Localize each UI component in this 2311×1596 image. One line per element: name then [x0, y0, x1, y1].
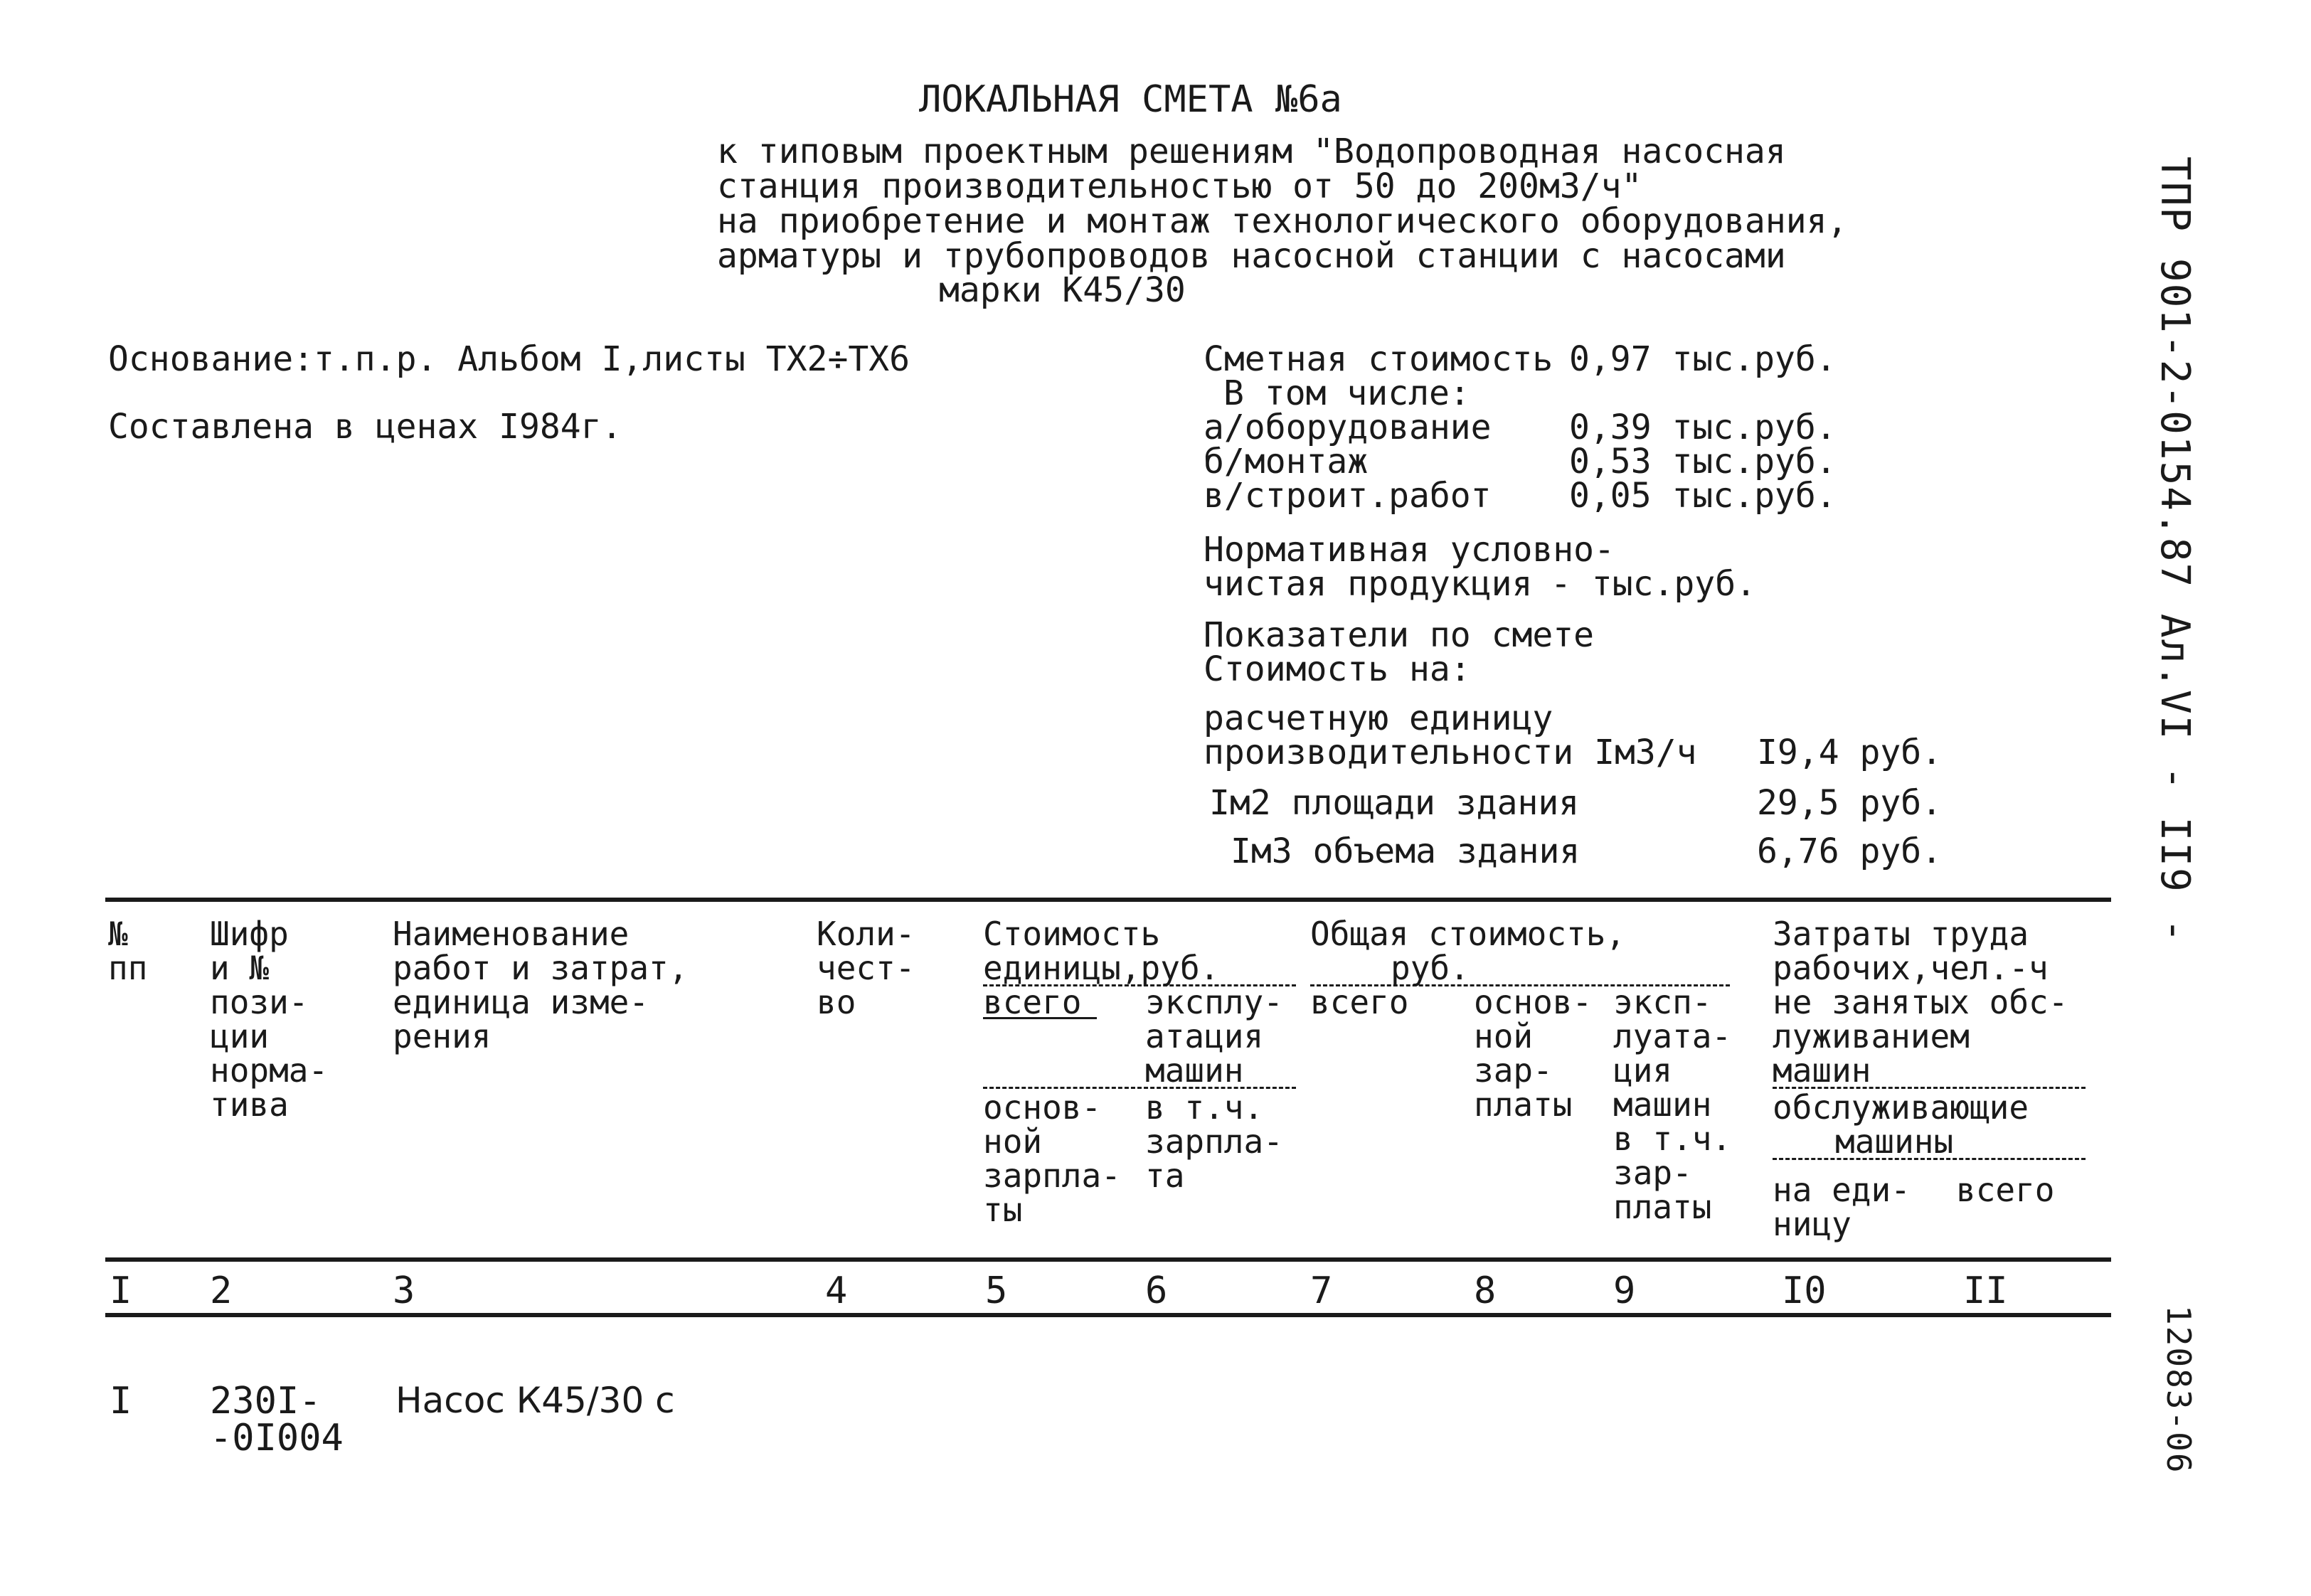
- unit-exploit-header-3: машин: [1145, 1051, 1244, 1090]
- estimate-item-label: б/монтаж: [1204, 442, 1369, 482]
- normative-label-2: чистая продукция: [1204, 564, 1533, 604]
- labor-sub-divider: [1773, 1158, 2086, 1160]
- col3-header-2: работ и затрат,: [393, 949, 689, 987]
- col1-header-2: пп: [108, 949, 148, 987]
- estimate-value: 0,97 тыс.руб.: [1569, 339, 1837, 379]
- side-inventory-number: 12083-06: [2159, 1305, 2198, 1474]
- col2-header-2: и №: [210, 949, 270, 987]
- col-number-bottom-rule: [105, 1313, 2111, 1317]
- labor-per-unit-1: на еди-: [1773, 1171, 1911, 1209]
- row-name: Насос К45/30 с: [395, 1380, 675, 1421]
- unit-cost-header-1: Стоимость: [983, 915, 1161, 953]
- labor-machine-2: машины: [1835, 1122, 1954, 1161]
- col2-header-4: ции: [210, 1017, 270, 1055]
- subtitle-line-5: марки К45/30: [939, 270, 1186, 310]
- col-number: 8: [1474, 1270, 1497, 1312]
- labor-header-1: Затраты труда: [1773, 915, 2029, 953]
- unit-total-header: всего: [983, 983, 1082, 1021]
- row-number: I: [110, 1380, 132, 1422]
- row-code-1: 230I-: [210, 1380, 322, 1422]
- col2-header-3: пози-: [210, 983, 309, 1021]
- labor-per-unit-2: ницу: [1773, 1205, 1852, 1243]
- estimate-label: Сметная стоимость: [1204, 339, 1553, 379]
- col4-header-1: Коли-: [817, 915, 915, 953]
- total-base-salary-2: ной: [1474, 1017, 1534, 1055]
- unit-total-underline: [983, 1017, 1097, 1019]
- col-number: 3: [393, 1270, 415, 1312]
- unit-base-salary-1: основ-: [983, 1088, 1102, 1127]
- normative-value: - тыс.руб.: [1551, 564, 1756, 604]
- side-document-code: ТПР 901-2-0154.87 Ал.VI - II9 -: [2152, 156, 2198, 945]
- col-number: 9: [1613, 1270, 1636, 1312]
- col-number: I: [110, 1270, 132, 1312]
- total-base-salary-1: основ-: [1474, 983, 1593, 1021]
- unit-cost-value: I9,4 руб.: [1757, 733, 1943, 772]
- subtitle-line-1: к типовым проектным решениям "Водопроводная насосная: [717, 132, 1786, 171]
- subtitle-line-4: арматуры и трубопроводов насосной станции с насосами: [717, 236, 1786, 276]
- total-exploit-7: платы: [1613, 1188, 1712, 1226]
- col-number: 6: [1145, 1270, 1168, 1312]
- indicators-label-1: Показатели по смете: [1204, 615, 1595, 655]
- labor-total: всего: [1956, 1171, 2055, 1209]
- estimate-item-value: 0,53 тыс.руб.: [1569, 442, 1837, 482]
- estimate-including: В том числе:: [1223, 373, 1470, 413]
- col-number: II: [1963, 1270, 2008, 1312]
- col3-header-1: Наименование: [393, 915, 629, 953]
- unit-base-salary-3: зарпла-: [983, 1156, 1121, 1195]
- total-exploit-4: машин: [1613, 1085, 1712, 1124]
- unit-base-salary-2: ной: [983, 1122, 1043, 1161]
- estimate-item-value: 0,39 тыс.руб.: [1569, 408, 1837, 447]
- col1-header-1: №: [108, 915, 128, 953]
- volume-cost-label: Iм3 объема здания: [1231, 831, 1580, 871]
- unit-exploit-header-1: эксплу-: [1145, 983, 1283, 1021]
- total-exploit-3: ция: [1613, 1051, 1673, 1090]
- header-bottom-rule: [105, 1257, 2111, 1262]
- unit-cost-header-2: единицы,руб.: [983, 949, 1220, 987]
- basis-text: Основание:т.п.р. Альбом I,листы ТХ2÷ТХ6: [108, 339, 910, 379]
- col2-header-1: Шифр: [210, 915, 289, 953]
- labor-header-4: луживанием: [1773, 1017, 1970, 1055]
- indicators-label-2: Стоимость на:: [1204, 649, 1471, 689]
- total-total-header: всего: [1310, 983, 1409, 1021]
- estimate-item-value: 0,05 тыс.руб.: [1569, 476, 1837, 516]
- labor-machine-1: обслуживающие: [1773, 1088, 2029, 1127]
- volume-cost-value: 6,76 руб.: [1757, 831, 1943, 871]
- col4-header-2: чест-: [817, 949, 915, 987]
- estimate-item-label: в/строит.работ: [1204, 476, 1492, 516]
- col-number: I0: [1782, 1270, 1827, 1312]
- col4-header-3: во: [817, 983, 856, 1021]
- total-exploit-1: эксп-: [1613, 983, 1712, 1021]
- labor-header-5: машин: [1773, 1051, 1871, 1090]
- normative-label-1: Нормативная условно-: [1204, 530, 1615, 570]
- labor-header-3: не занятых обс-: [1773, 983, 2068, 1021]
- total-exploit-6: зар-: [1613, 1154, 1692, 1192]
- unit-cost-label-2: производительности Iм3/ч: [1204, 733, 1697, 772]
- document-title: ЛОКАЛЬНАЯ СМЕТА №6а: [919, 78, 1342, 121]
- total-exploit-2: луата-: [1613, 1017, 1732, 1055]
- total-cost-header-1: Общая стоимость,: [1310, 915, 1626, 953]
- row-code-2: -0I004: [210, 1417, 344, 1459]
- labor-header-2: рабочих,чел.-ч: [1773, 949, 2049, 987]
- prices-year-text: Составлена в ценах I984г.: [108, 407, 622, 447]
- unit-incl-salary-3: та: [1145, 1156, 1185, 1195]
- subtitle-line-2: станция производительностью от 50 до 200м3/ч": [717, 166, 1642, 206]
- total-base-salary-4: платы: [1474, 1085, 1573, 1124]
- unit-incl-salary-1: в т.ч.: [1145, 1088, 1264, 1127]
- col3-header-3: единица изме-: [393, 983, 649, 1021]
- table-top-rule: [105, 898, 2111, 902]
- total-base-salary-3: зар-: [1474, 1051, 1553, 1090]
- unit-exploit-header-2: атация: [1145, 1017, 1264, 1055]
- col2-header-5: норма-: [210, 1051, 329, 1090]
- subtitle-line-3: на приобретение и монтаж технологического оборудования,: [717, 201, 1848, 241]
- total-exploit-5: в т.ч.: [1613, 1119, 1732, 1158]
- estimate-item-label: а/оборудование: [1204, 408, 1492, 447]
- col2-header-6: тива: [210, 1085, 289, 1124]
- area-cost-label: Iм2 площади здания: [1209, 783, 1580, 823]
- col-number: 4: [825, 1270, 848, 1312]
- unit-incl-salary-2: зарпла-: [1145, 1122, 1283, 1161]
- unit-base-salary-4: ты: [983, 1191, 1023, 1229]
- total-cost-header-2: руб.: [1391, 949, 1470, 987]
- col3-header-4: рения: [393, 1017, 492, 1055]
- unit-cost-label-1: расчетную единицу: [1204, 698, 1553, 738]
- col-number: 7: [1310, 1270, 1333, 1312]
- col-number: 5: [985, 1270, 1008, 1312]
- area-cost-value: 29,5 руб.: [1757, 783, 1943, 823]
- col-number: 2: [210, 1270, 233, 1312]
